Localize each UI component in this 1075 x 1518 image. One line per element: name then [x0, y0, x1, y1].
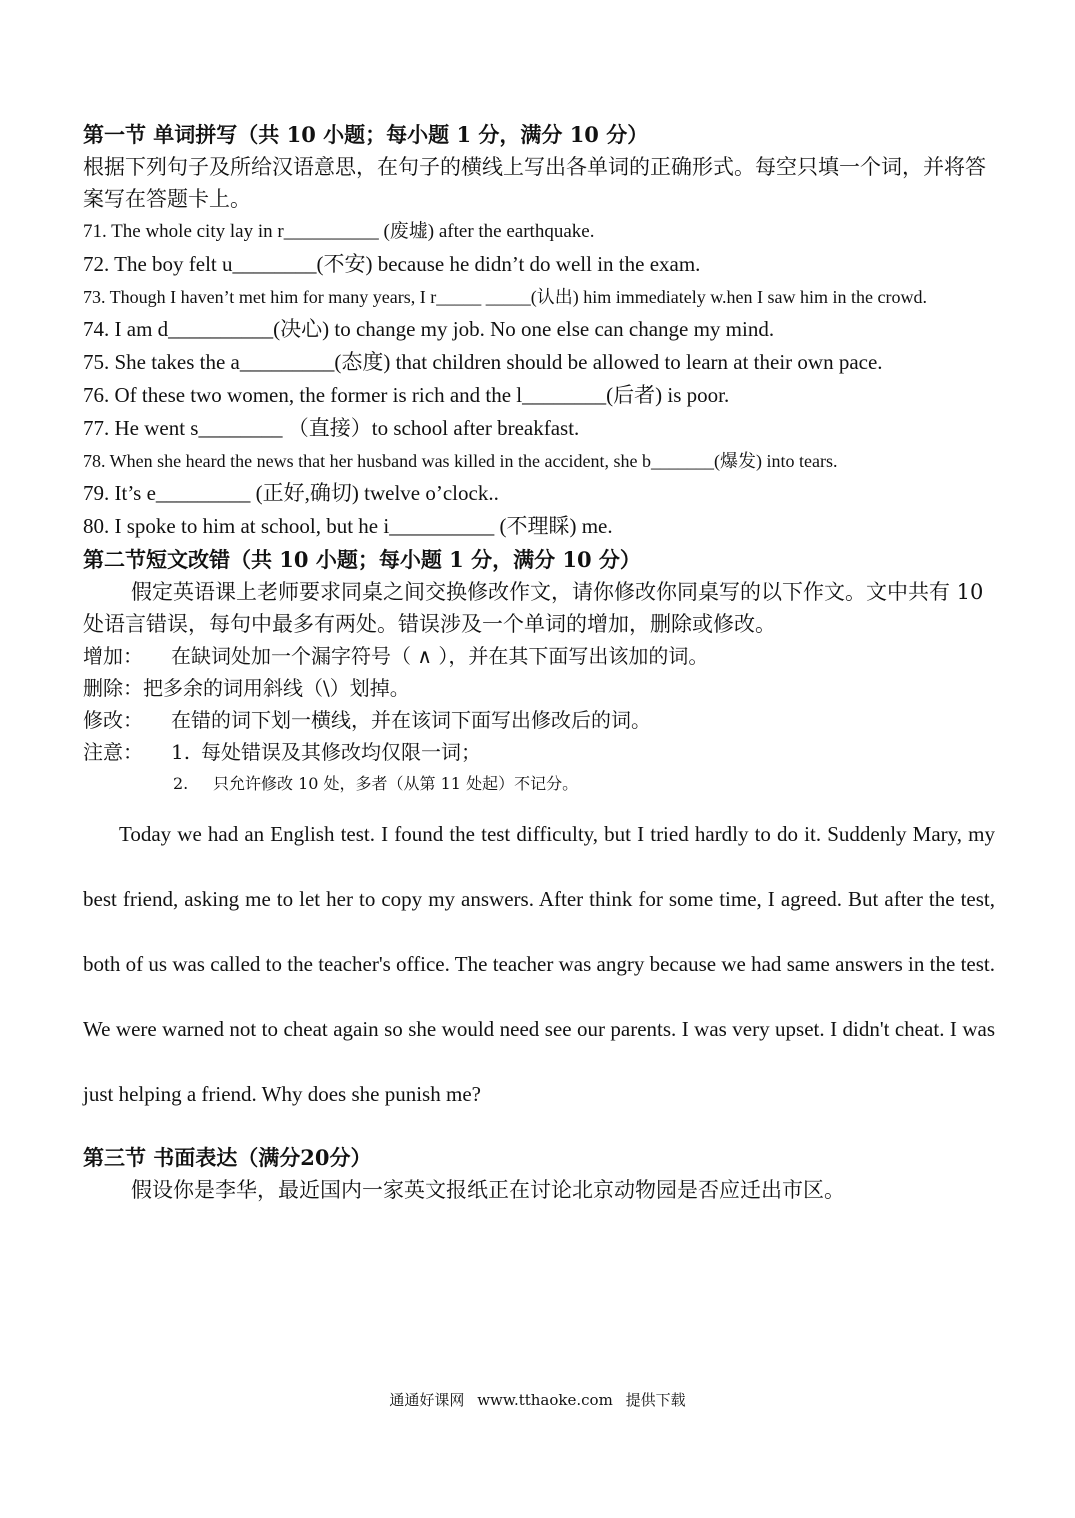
- spacer: [83, 1127, 995, 1141]
- question-76: 76. Of these two women, the former is rich and the l________(后者) is poor.: [83, 383, 730, 407]
- question-80: 80. I spoke to him at school, but he i__________ (不理睬) me.: [83, 514, 613, 538]
- note-2: [83, 768, 995, 800]
- footer-site-name: 通通好课网: [389, 1391, 465, 1409]
- note-1-text: 每处错误及其修改均仅限一词；: [201, 740, 481, 764]
- rule-modify-text: 在错的词下划一横线，并在该词下面写出修改后的词。: [171, 708, 651, 732]
- section1-heading: 第一节 单词拼写（共 10 小题；每小题 1 分，满分 10 分）: [83, 122, 649, 147]
- section1-instructions: 根据下列句子及所给汉语意思，在句子的横线上写出各单词的正确形式。每空只填一个词，并将答案写在答题卡上。: [83, 155, 986, 211]
- exam-page: [83, 118, 995, 1206]
- rule-add-label: 增加：: [83, 644, 143, 668]
- question-71: 71. The whole city lay in r__________ (废墟) after the earthquake.: [83, 221, 595, 242]
- question-77: 77. He went s________ （直接）to school after breakfast.: [83, 416, 580, 440]
- question-79: 79. It’s e_________ (正好,确切) twelve o’clock..: [83, 481, 499, 505]
- section3-instructions: 假设你是李华，最近国内一家英文报纸正在讨论北京动物园是否应迁出市区。: [131, 1178, 845, 1202]
- note-2-number: 2.: [173, 774, 189, 793]
- error-correction-passage: [83, 802, 995, 1127]
- page-footer: [0, 1389, 1075, 1411]
- question-73: 73. Though I haven’t met him for many years, I r_____ _____(认出) him immediately w.hen I saw him in the crowd.: [83, 287, 927, 307]
- section2-instructions: 假定英语课上老师要求同桌之间交换修改作文，请你修改你同桌写的以下作文。文中共有 10 处语言错误，每句中最多有两处。错误涉及一个单词的增加，删除或修改。: [83, 580, 984, 636]
- footer-note: 提供下载: [625, 1391, 686, 1409]
- rule-delete-text: 把多余的词用斜线（\）划掉。: [143, 676, 410, 700]
- question-74: 74. I am d__________(决心) to change my job. No one else can change my mind.: [83, 317, 775, 341]
- rule-add-text: 在缺词处加一个漏字符号（ ∧ ），并在其下面写出该加的词。: [171, 644, 709, 668]
- question-78: 78. When she heard the news that her husband was killed in the accident, she b_______(爆发) into tears.: [83, 451, 838, 471]
- notes-label: 注意：: [83, 740, 143, 764]
- rule-add: [83, 640, 995, 672]
- rule-modify-label: 修改：: [83, 708, 143, 732]
- note-1: [83, 736, 995, 768]
- question-75: 75. She takes the a_________(态度) that children should be allowed to learn at their own pace.: [83, 350, 883, 374]
- section2-heading: 第二节短文改错（共 10 小题；每小题 1 分，满分 10 分）: [83, 547, 641, 572]
- footer-url[interactable]: www.tthaoke.com: [477, 1391, 613, 1409]
- rule-modify: [83, 704, 995, 736]
- note-1-number: 1.: [171, 740, 191, 764]
- rule-delete: [83, 672, 995, 704]
- rule-delete-label: 删除：: [83, 676, 143, 700]
- section3-heading: 第三节 书面表达（满分20分）: [83, 1145, 372, 1170]
- note-2-text: 只允许修改 10 处，多者（从第 11 处起）不记分。: [213, 774, 579, 793]
- question-72: 72. The boy felt u________(不安) because he didn’t do well in the exam.: [83, 252, 701, 276]
- passage-text: Today we had an English test. I found the test difficulty, but I tried hardly to do it. Suddenly Mary, my best friend, asking me to let her to copy my answers. After think for some time, I agreed. But after the test, both of us was called to the teacher's office. The teacher was angry because we had same answers in the test. We were warned not to cheat again so she would need see our parents. I was very upset. I didn't cheat. I was just helping a friend. Why does she punish me?: [83, 822, 995, 1106]
